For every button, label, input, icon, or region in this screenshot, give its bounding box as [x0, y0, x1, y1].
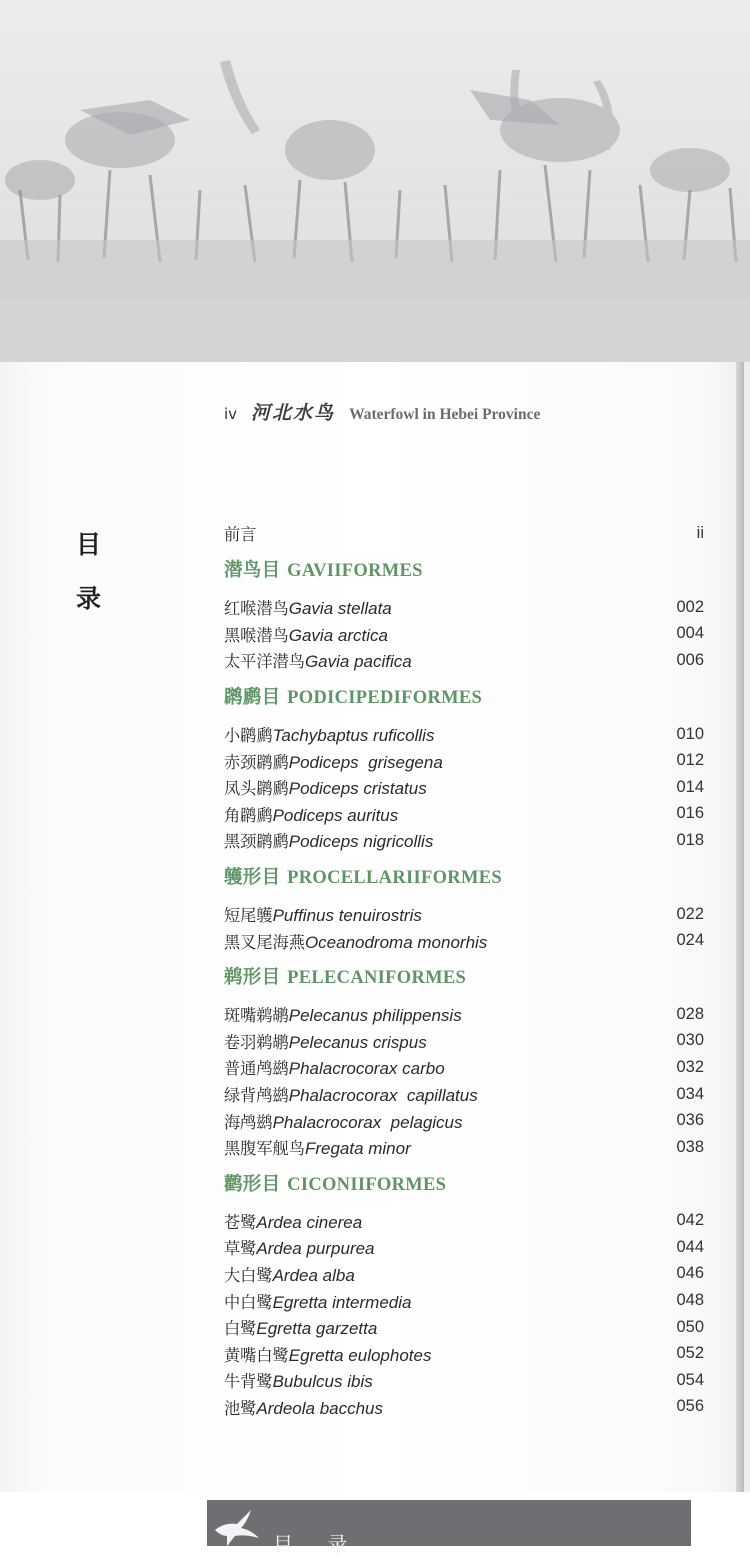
section-title-cn: 潜鸟目	[224, 560, 281, 581]
species-name-latin: Pelecanus crispus	[288, 1032, 427, 1052]
species-name-cn: 池鹭	[224, 1398, 257, 1418]
species-name-latin: Fregata minor	[304, 1139, 411, 1159]
section-title-en: PELECANIFORMES	[287, 967, 467, 988]
toc-entry[interactable]	[224, 1367, 704, 1394]
cranes-photo	[0, 0, 750, 362]
species-name-latin: Bubulcus ibis	[272, 1372, 373, 1392]
bottom-footer-bar	[207, 1500, 691, 1556]
species-name-cn: 太平洋潜鸟	[224, 652, 305, 672]
toc-entry-name	[224, 1082, 478, 1106]
toc-entry-name	[224, 1209, 362, 1233]
preface-label: 前言	[224, 525, 257, 544]
toc-entry-name	[224, 595, 392, 619]
toc-entry-page: 016	[676, 804, 704, 823]
table-of-contents	[224, 518, 704, 1420]
toc-entry-page: 032	[676, 1057, 704, 1076]
section-heading[interactable]	[224, 685, 704, 711]
toc-entry[interactable]	[224, 1054, 704, 1081]
preface-page: ii	[696, 523, 704, 542]
species-name-cn: 牛背鹭	[224, 1372, 273, 1392]
toc-entry-page: 006	[676, 650, 704, 669]
section-title-cn: 鹈形目	[224, 966, 281, 988]
toc-entry-page: 034	[676, 1084, 704, 1103]
species-name-latin: Gavia pacifica	[304, 652, 412, 672]
toc-entry-page: 022	[676, 904, 704, 923]
toc-entry-name	[224, 1029, 427, 1053]
section-heading[interactable]	[224, 1172, 704, 1198]
toc-entry-name	[224, 1135, 411, 1159]
species-name-latin: Podiceps nigricollis	[288, 832, 434, 852]
toc-entry[interactable]	[224, 1261, 704, 1288]
toc-entry-name	[224, 1315, 377, 1339]
toc-entry-name	[224, 1002, 462, 1026]
toc-entry-page: 024	[676, 931, 704, 950]
toc-entry[interactable]	[224, 1287, 704, 1314]
species-name-latin: Ardea alba	[272, 1265, 355, 1285]
toc-entry[interactable]	[224, 594, 704, 621]
toc-entry[interactable]	[224, 621, 704, 648]
section-title-en: PROCELLARIIFORMES	[287, 867, 502, 888]
section-title-cn: 鹱形目	[224, 866, 281, 888]
section-title-cn: 鹳形目	[224, 1173, 281, 1195]
toc-entry-name	[224, 1342, 431, 1366]
species-name-latin: Podiceps auritus	[272, 805, 399, 825]
species-name-cn: 红喉潜鸟	[224, 599, 289, 619]
toc-entry-name	[224, 1368, 373, 1392]
section-title-en: GAVIIFORMES	[287, 561, 423, 581]
toc-entry-page: 018	[676, 830, 704, 849]
toc-entry[interactable]	[224, 827, 704, 854]
bottom-bar-label: 目 录	[273, 1532, 362, 1556]
toc-entry[interactable]	[224, 747, 704, 774]
species-name-cn: 绿背鸬鹚	[224, 1086, 289, 1106]
species-name-latin: Egretta eulophotes	[288, 1345, 432, 1365]
species-name-cn: 黑叉尾海燕	[224, 932, 305, 952]
running-head-page-number: iv	[224, 405, 238, 423]
toc-entry-page: 012	[676, 751, 704, 770]
species-name-cn: 黑喉潜鸟	[224, 625, 289, 645]
toc-entry[interactable]	[224, 1394, 704, 1421]
toc-entry[interactable]	[224, 1340, 704, 1367]
species-name-latin: Pelecanus philippensis	[288, 1006, 462, 1026]
toc-entry[interactable]	[224, 1314, 704, 1341]
book-spine-shadow	[736, 362, 744, 1492]
toc-entry-name	[224, 1109, 463, 1133]
species-name-cn: 凤头䴙䴘	[224, 779, 289, 799]
species-name-cn: 黑颈䴙䴘	[224, 832, 289, 852]
species-name-cn: 草鹭	[224, 1239, 257, 1259]
toc-entry-name	[224, 902, 422, 926]
toc-entry-page: 010	[676, 724, 704, 743]
toc-entry-name	[224, 775, 427, 799]
species-name-latin: Puffinus tenuirostris	[272, 906, 422, 926]
toc-entry-page: 050	[676, 1317, 704, 1336]
toc-entry[interactable]	[224, 1234, 704, 1261]
toc-entry[interactable]	[224, 901, 704, 928]
toc-entry[interactable]	[224, 1028, 704, 1055]
toc-entry-page: 046	[676, 1264, 704, 1283]
section-title-en: CICONIIFORMES	[287, 1174, 447, 1195]
toc-entry[interactable]	[224, 647, 704, 674]
toc-title-char-1: 目	[76, 530, 102, 559]
toc-entry-page: 052	[676, 1344, 704, 1363]
toc-entry-page: 036	[676, 1111, 704, 1130]
toc-entry-preface[interactable]	[224, 518, 704, 548]
toc-entry-name	[224, 1289, 411, 1313]
toc-entry-name	[224, 749, 443, 773]
section-title-en: PODICIPEDIFORMES	[287, 687, 483, 708]
species-name-latin: Gavia arctica	[288, 625, 388, 645]
species-name-latin: Ardea cinerea	[256, 1212, 363, 1232]
section-title-cn: 䴙䴘目	[224, 686, 281, 708]
toc-entry[interactable]	[224, 801, 704, 828]
species-name-latin: Tachybaptus ruficollis	[272, 726, 435, 746]
toc-entry-page: 004	[676, 624, 704, 643]
species-name-latin: Podiceps cristatus	[288, 779, 427, 799]
toc-entry[interactable]	[224, 1081, 704, 1108]
toc-entry-page: 038	[676, 1137, 704, 1156]
toc-entry-name	[224, 722, 434, 746]
species-name-cn: 短尾鹱	[224, 906, 273, 926]
species-name-cn: 斑嘴鹈鹕	[224, 1006, 289, 1026]
toc-entry-page: 054	[676, 1370, 704, 1389]
section-heading[interactable]	[224, 965, 704, 991]
species-name-latin: Phalacrocorax capillatus	[288, 1086, 478, 1106]
toc-entry-page: 048	[676, 1291, 704, 1310]
toc-entry-page: 014	[676, 777, 704, 796]
species-name-latin: Phalacrocorax pelagicus	[272, 1112, 463, 1132]
toc-entry-name	[224, 802, 398, 826]
toc-entry[interactable]	[224, 1001, 704, 1028]
toc-entry[interactable]	[224, 721, 704, 748]
toc-entry-page: 002	[676, 597, 704, 616]
toc-entry[interactable]	[224, 774, 704, 801]
species-name-latin: Phalacrocorax carbo	[288, 1059, 445, 1079]
species-name-latin: Ardea purpurea	[256, 1239, 375, 1259]
toc-entry-page: 042	[676, 1211, 704, 1230]
toc-entry-name	[224, 1262, 355, 1286]
toc-entry-name	[224, 1395, 383, 1419]
flying-bird-icon	[207, 1500, 267, 1546]
species-name-cn: 黄嘴白鹭	[224, 1345, 289, 1365]
section-heading[interactable]	[224, 865, 704, 891]
toc-entry[interactable]	[224, 927, 704, 954]
section-heading[interactable]	[224, 558, 704, 584]
toc-entry-name	[224, 828, 433, 852]
running-head-title-cn: 河北水鸟	[251, 402, 336, 424]
species-name-cn: 卷羽鹈鹕	[224, 1032, 289, 1052]
species-name-latin: Egretta garzetta	[256, 1319, 378, 1339]
toc-entry-name	[224, 648, 412, 672]
cover-photo-banner	[0, 0, 750, 362]
toc-entry-name	[224, 1235, 375, 1259]
running-head-title-en: Waterfowl in Hebei Province	[349, 406, 541, 423]
toc-entry-page: 030	[676, 1031, 704, 1050]
species-name-latin: Oceanodroma monorhis	[304, 932, 488, 952]
toc-entry[interactable]	[224, 1107, 704, 1134]
species-name-latin: Egretta intermedia	[272, 1292, 412, 1312]
species-name-cn: 白鹭	[224, 1319, 257, 1339]
species-name-cn: 中白鹭	[224, 1292, 273, 1312]
toc-entry-page: 044	[676, 1237, 704, 1256]
running-head	[224, 398, 540, 422]
species-name-cn: 海鸬鹚	[224, 1112, 273, 1132]
species-name-cn: 大白鹭	[224, 1265, 273, 1285]
species-name-cn: 苍鹭	[224, 1212, 257, 1232]
toc-title-char-2: 录	[76, 584, 102, 613]
toc-entry-page: 056	[676, 1397, 704, 1416]
toc-entry[interactable]	[224, 1208, 704, 1235]
species-name-cn: 小䴙䴘	[224, 726, 273, 746]
species-name-cn: 黑腹军舰鸟	[224, 1139, 305, 1159]
toc-entry-page: 028	[676, 1004, 704, 1023]
species-name-latin: Gavia stellata	[288, 599, 392, 619]
toc-entry-name	[224, 622, 388, 646]
species-name-cn: 角䴙䴘	[224, 805, 273, 825]
toc-title	[76, 518, 116, 626]
toc-entry-name	[224, 929, 487, 953]
species-name-cn: 赤颈䴙䴘	[224, 752, 289, 772]
species-name-cn: 普通鸬鹚	[224, 1059, 289, 1079]
species-name-latin: Ardeola bacchus	[256, 1398, 384, 1418]
toc-entry[interactable]	[224, 1134, 704, 1161]
toc-entry-name	[224, 1055, 445, 1079]
species-name-latin: Podiceps grisegena	[288, 752, 443, 772]
